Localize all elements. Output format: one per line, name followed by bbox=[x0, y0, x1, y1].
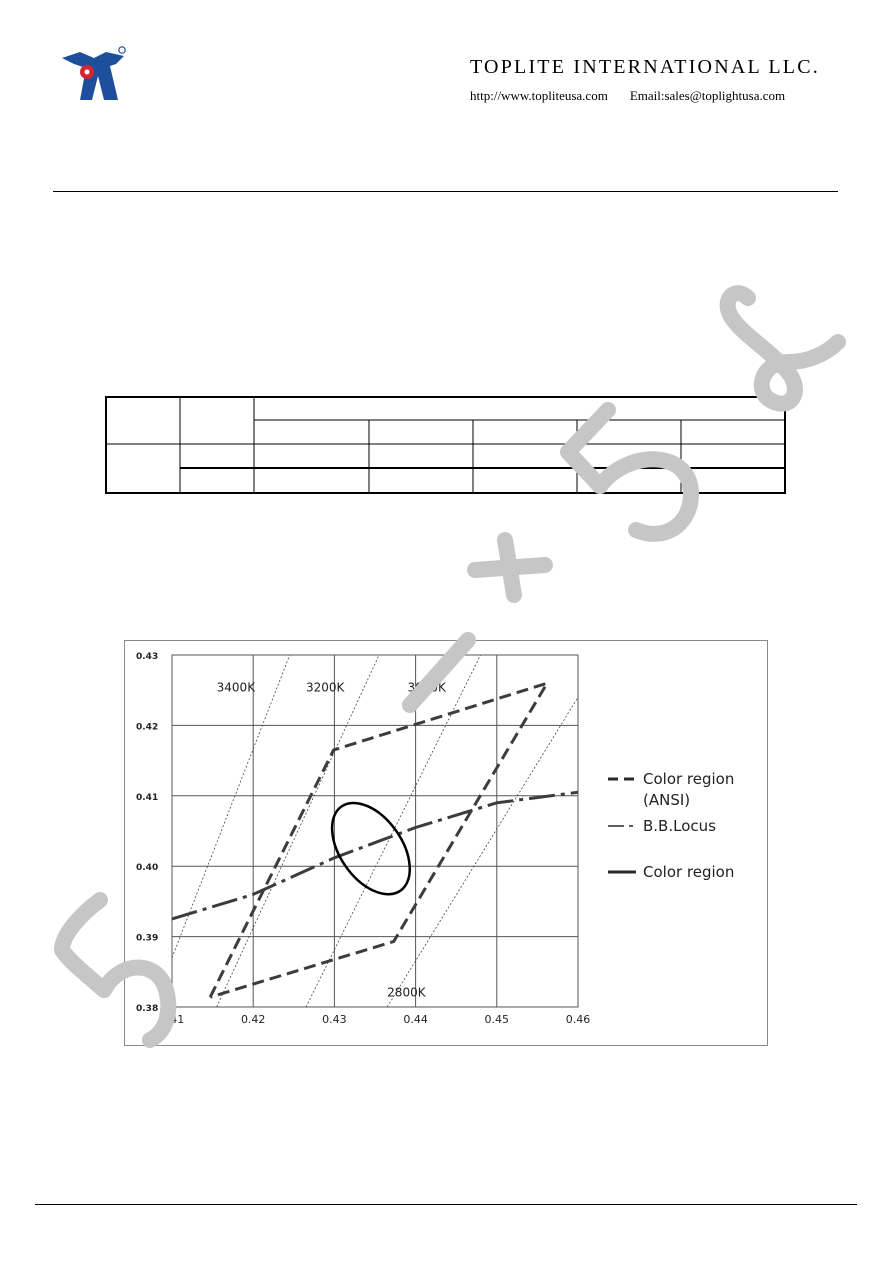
x-tick-label: 0.42 bbox=[240, 1013, 266, 1026]
y-tick-label: 0.42 bbox=[136, 722, 159, 733]
legend-label: Color region bbox=[643, 770, 735, 788]
cct-label: 2800K bbox=[387, 985, 426, 1000]
x-tick-label: 0.41 bbox=[159, 1013, 185, 1026]
watermark-stroke bbox=[728, 293, 838, 404]
email-link[interactable]: Email:sales@toplightusa.com bbox=[629, 88, 786, 103]
chromaticity-chart bbox=[124, 640, 768, 1046]
watermark-stroke bbox=[475, 565, 545, 570]
cct-label: 3000K bbox=[407, 680, 446, 695]
y-tick-label: 0.43 bbox=[136, 652, 159, 662]
chart-frame bbox=[125, 641, 768, 1046]
toplite-logo-icon bbox=[60, 44, 130, 104]
contact-line bbox=[470, 88, 785, 104]
x-tick-label: 0.44 bbox=[403, 1013, 428, 1026]
header-divider bbox=[53, 191, 838, 192]
watermark-stroke bbox=[505, 540, 514, 595]
y-tick-label: 0.39 bbox=[136, 933, 159, 944]
website-link[interactable]: http://www.topliteusa.com bbox=[470, 88, 608, 103]
x-tick-label: 0.45 bbox=[484, 1013, 510, 1026]
legend-label: (ANSI) bbox=[643, 791, 691, 809]
y-tick-label: 0.40 bbox=[136, 863, 159, 874]
cct-label: 3200K bbox=[305, 680, 345, 695]
company-name: TOPLITE INTERNATIONAL LLC. bbox=[470, 56, 820, 78]
watermark-stroke bbox=[62, 900, 104, 990]
cct-label: 3400K bbox=[216, 680, 256, 695]
x-tick-label: 0.46 bbox=[565, 1013, 591, 1026]
spec-table bbox=[105, 396, 786, 494]
footer-divider bbox=[35, 1204, 857, 1205]
table-border bbox=[106, 397, 785, 493]
y-tick-label: 0.38 bbox=[136, 1004, 159, 1014]
y-tick-label: 0.41 bbox=[136, 792, 159, 803]
legend-label: B.B.Locus bbox=[643, 817, 716, 835]
x-tick-label: 0.43 bbox=[322, 1013, 347, 1026]
legend-label: Color region bbox=[643, 863, 735, 881]
